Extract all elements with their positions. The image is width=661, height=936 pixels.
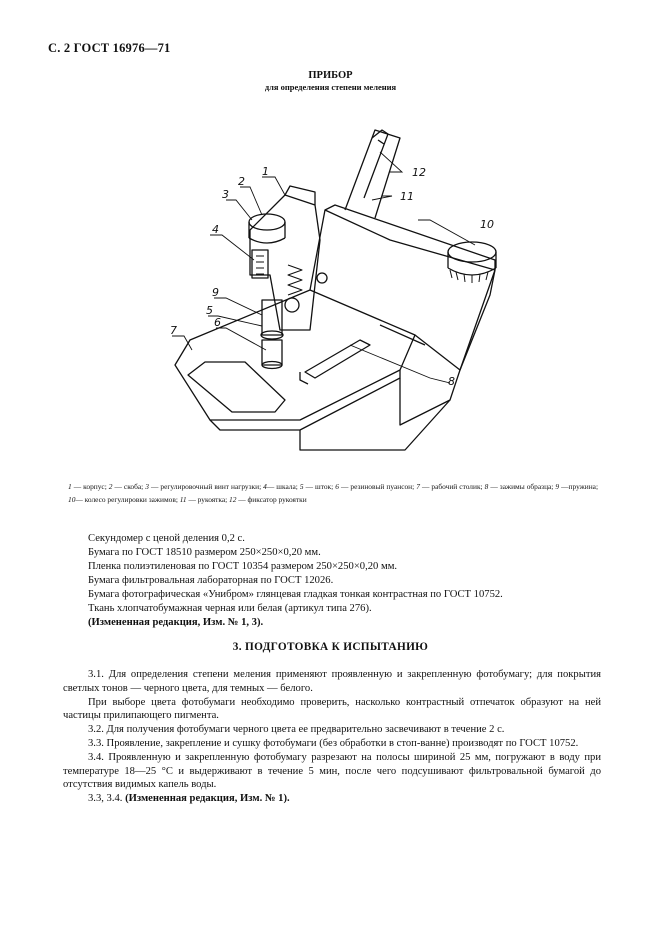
caption-num: 7 bbox=[416, 482, 420, 491]
caption-num: 12 bbox=[229, 494, 237, 504]
caption-text: —пружина; bbox=[559, 482, 599, 491]
caption-num: 4 bbox=[263, 482, 267, 491]
amendment-paragraph bbox=[63, 792, 601, 806]
equipment-item: Ткань хлопчатобумажная черная или белая (артикул типа 276). bbox=[88, 603, 372, 614]
caption-num: 1 bbox=[68, 482, 72, 491]
caption-num: 2 bbox=[108, 482, 113, 491]
caption-text: — рабочий столик; bbox=[419, 482, 485, 491]
clamp-slot bbox=[305, 340, 370, 378]
caption-text: — скоба; bbox=[112, 482, 146, 491]
label-10: 10 bbox=[480, 218, 494, 231]
label-1: 1 bbox=[262, 165, 269, 178]
equipment-item: Секундомер с ценой деления 0,2 с. bbox=[88, 533, 245, 544]
figure-title: ПРИБОР bbox=[308, 70, 353, 81]
page-header: С. 2 ГОСТ 16976—71 bbox=[48, 41, 171, 55]
caption-num: 3 bbox=[145, 482, 149, 491]
equipment-item: Бумага по ГОСТ 18510 размером 250×250×0,20 мм. bbox=[88, 547, 321, 558]
caption-num: 11 bbox=[179, 494, 187, 504]
figure-caption bbox=[68, 481, 598, 506]
section-title: 3. ПОДГОТОВКА К ИСПЫТАНИЮ bbox=[232, 641, 429, 653]
caption-text: — зажимы образца; bbox=[488, 482, 556, 491]
paragraph: При выборе цвета фотобумаги необходимо проверить, насколько контрастный отпечаток образуют на ней частицы прилипающего пигмента. bbox=[63, 696, 601, 722]
device-drawing bbox=[150, 100, 510, 460]
caption-text: — корпус; bbox=[71, 482, 109, 491]
label-9: 9 bbox=[212, 286, 219, 299]
caption-num: 6 bbox=[335, 482, 339, 491]
caption-num: 8 bbox=[484, 482, 489, 491]
caption-text: — фиксатор рукоятки bbox=[236, 494, 307, 504]
caption-text: — шкала; bbox=[266, 482, 300, 491]
body-housing bbox=[310, 210, 495, 370]
figure-title-block bbox=[0, 70, 661, 93]
label-4: 4 bbox=[212, 223, 219, 236]
caption-text: — рукоятка; bbox=[186, 494, 230, 504]
caption-text: — регулировочный винт нагрузки; bbox=[148, 482, 264, 491]
paragraph: 3.1. Для определения степени меления применяют проявленную и закрепленную фотобумагу; для покрытия светлых тонов — черного цвета, для темных — белого. bbox=[63, 669, 601, 694]
equipment-item: Бумага фотографическая «Унибром» глянцевая гладкая тонкая контрастная по ГОСТ 10752. bbox=[88, 589, 503, 600]
caption-text: — резиновый пуансон; bbox=[338, 482, 417, 491]
equipment-amendment-note: (Измененная редакция, Изм. № 1, 3). bbox=[88, 617, 264, 628]
label-3: 3 bbox=[222, 188, 229, 201]
label-12: 12 bbox=[412, 166, 426, 179]
caption-text: — колесо регулировки зажимов; bbox=[75, 494, 180, 504]
label-2: 2 bbox=[238, 175, 245, 188]
caption-num: 10 bbox=[68, 494, 76, 504]
label-6: 6 bbox=[214, 316, 221, 329]
spring bbox=[288, 265, 302, 295]
paragraph: 3.4. Проявленную и закрепленную фотобумагу разрезают на полосы шириной 25 мм, погружают в воду при температуре 18—25 °С и выдерживают в течение 5 мин, после чего подсушивают фильтровальной бумагой до отсутствия видимых капель воды. bbox=[63, 751, 601, 791]
amendment-prefix: 3.3, 3.4. bbox=[88, 793, 126, 805]
label-5: 5 bbox=[206, 304, 213, 317]
paragraph: 3.2. Для получения фотобумаги черного цвета ее предварительно засвечивают в течение 2 с. bbox=[88, 724, 505, 736]
label-8: 8 bbox=[448, 375, 455, 388]
equipment-list bbox=[88, 532, 608, 630]
figure-labels bbox=[170, 165, 494, 388]
equipment-item: Бумага фильтровальная лабораторная по ГОСТ 12026. bbox=[88, 575, 334, 586]
equipment-item: Пленка полиэтиленовая по ГОСТ 10354 размером 250×250×0,20 мм. bbox=[88, 561, 398, 572]
caption-text: — шток; bbox=[303, 482, 336, 491]
paragraph: 3.3. Проявление, закрепление и сушку фотобумаги (без обработки в стоп-ванне) производят по ГОСТ 10752. bbox=[88, 737, 579, 749]
label-11: 11 bbox=[400, 190, 414, 203]
label-7: 7 bbox=[170, 324, 177, 337]
figure-subtitle: для определения степени меления bbox=[264, 82, 397, 92]
caption-num: 5 bbox=[299, 482, 304, 491]
caption-num: 9 bbox=[555, 482, 560, 491]
amendment-note: (Измененная редакция, Изм. № 1). bbox=[125, 793, 290, 805]
section-body bbox=[63, 668, 601, 806]
